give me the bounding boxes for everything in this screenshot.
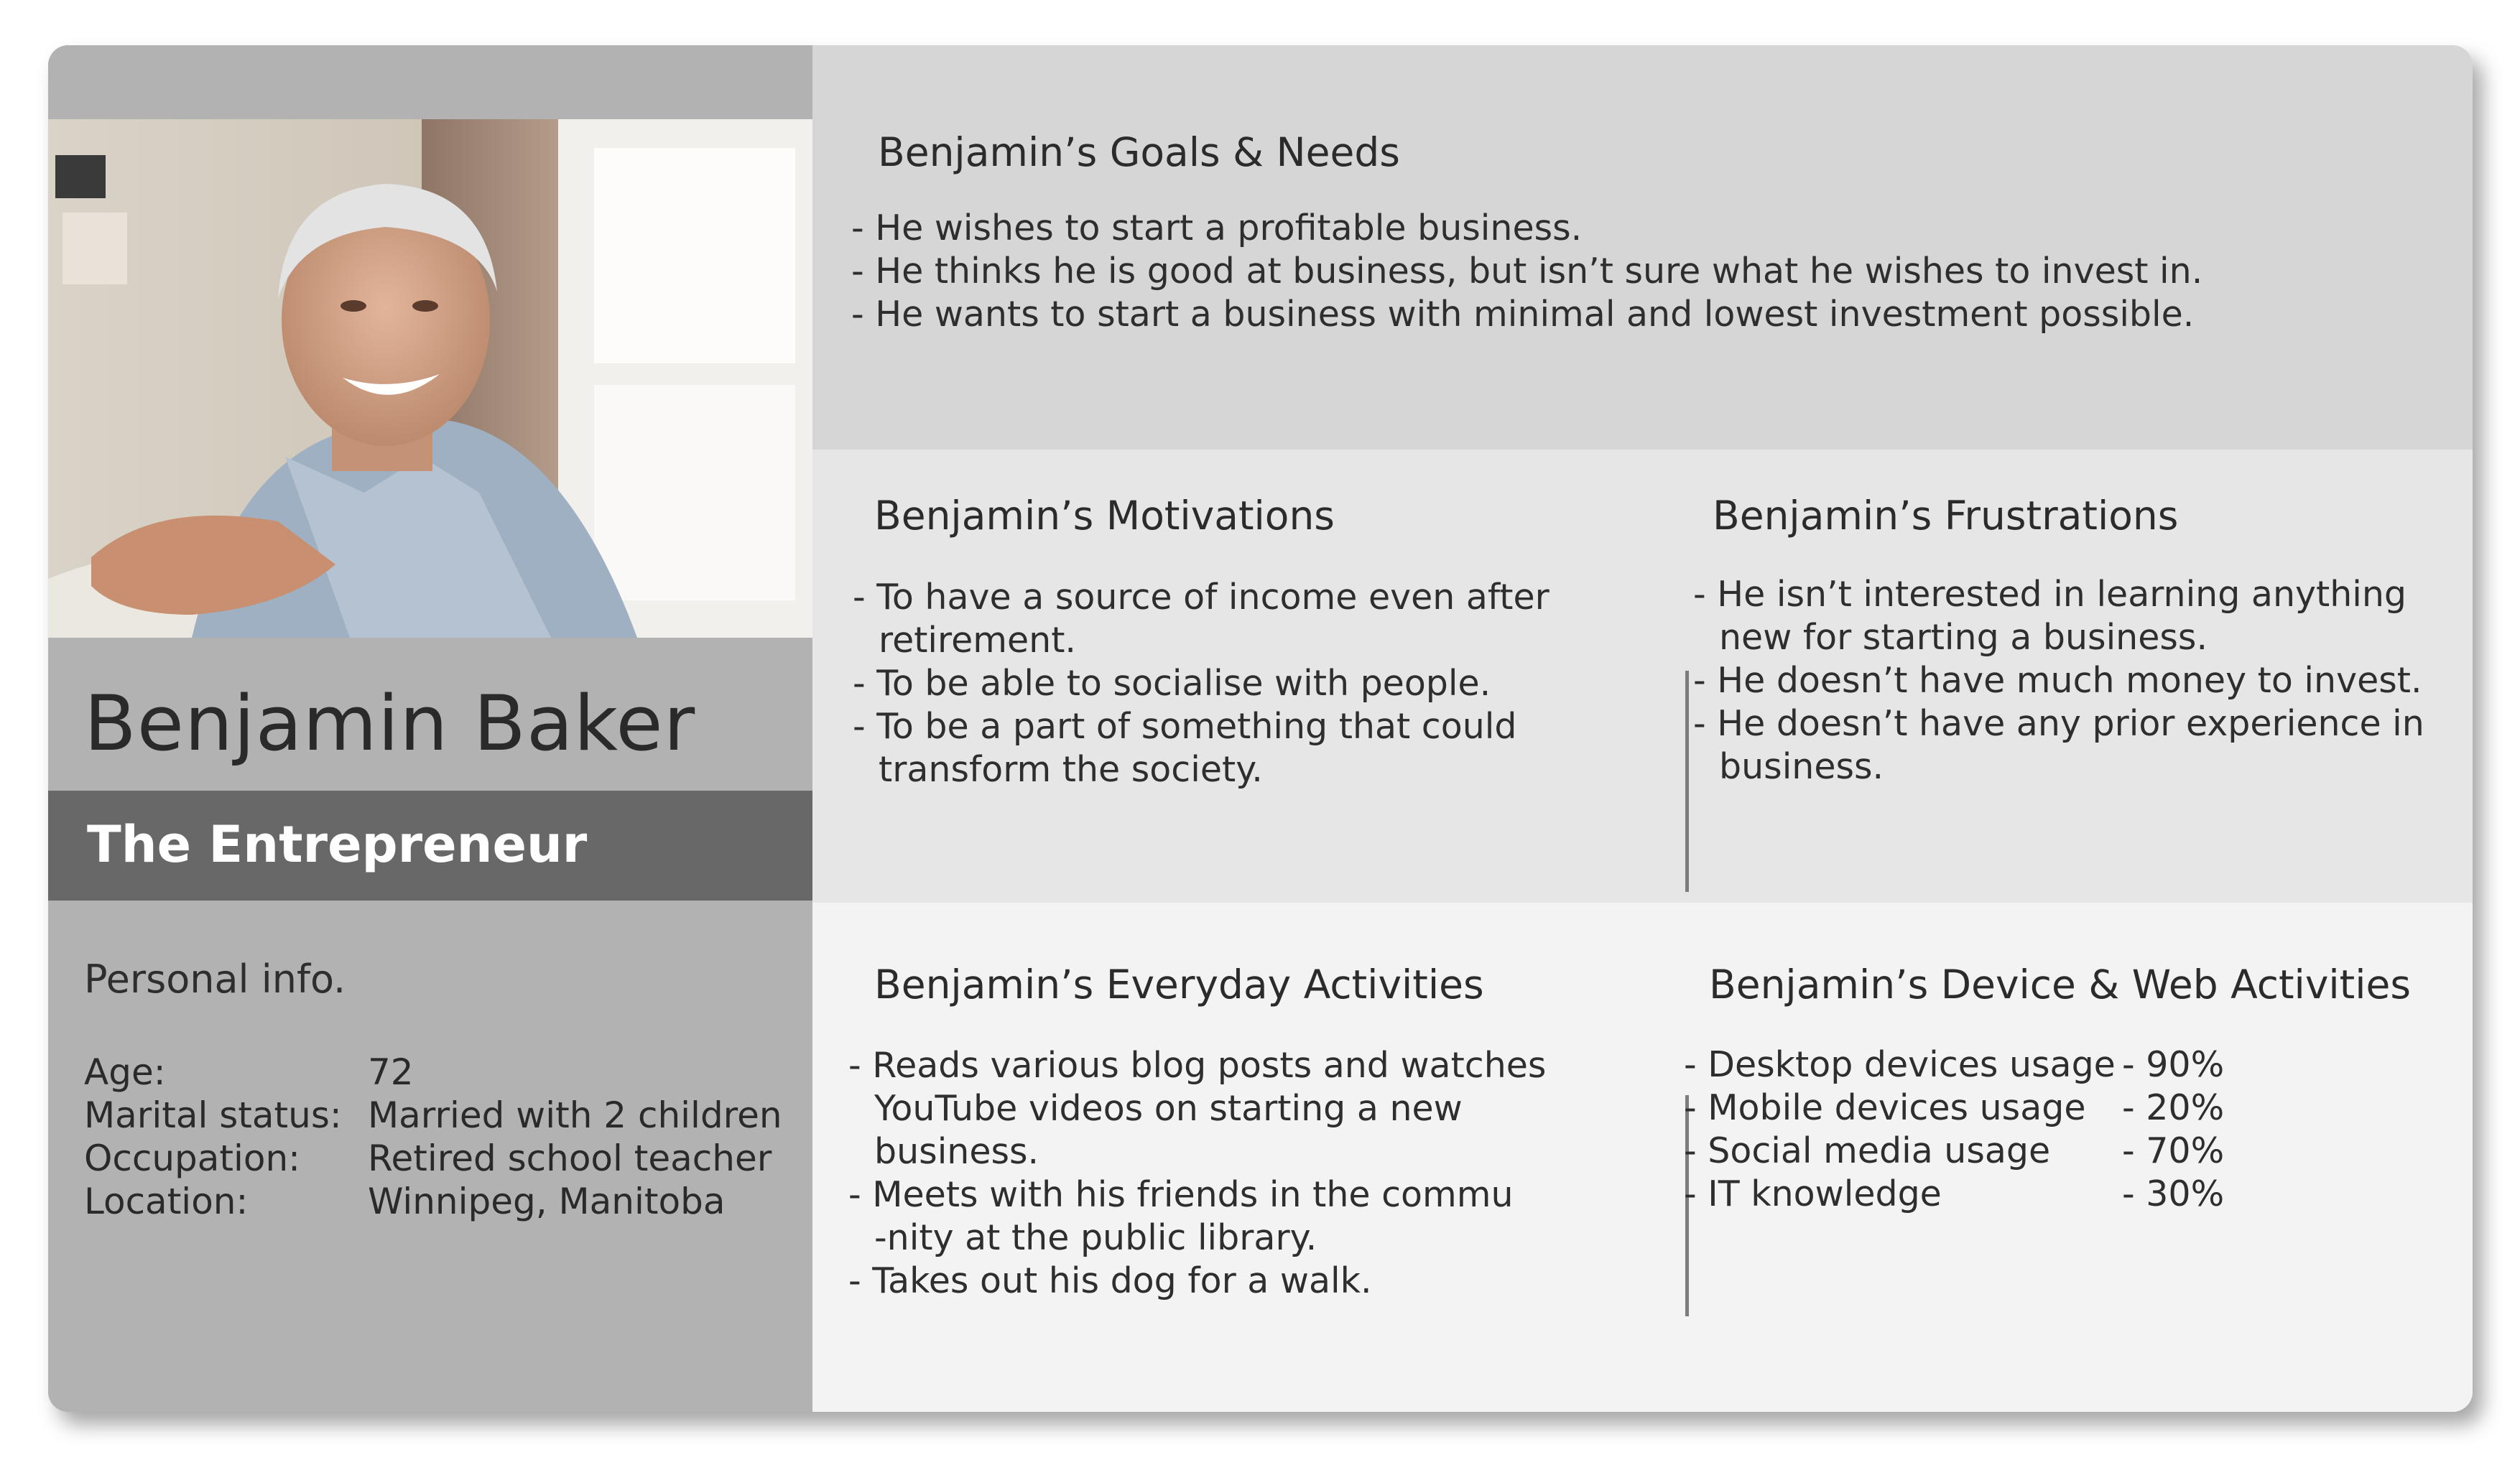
list-item: - Takes out his dog for a walk.: [848, 1260, 1372, 1301]
info-value: 72: [368, 1051, 414, 1093]
persona-role: The Entrepreneur: [87, 815, 588, 874]
list-item: business.: [874, 1131, 1039, 1172]
list-item: - Meets with his friends in the commu: [848, 1174, 1514, 1215]
device-value: - 70%: [2122, 1130, 2225, 1171]
list-item: - Reads various blog posts and watches: [848, 1045, 1547, 1086]
device-label: - Mobile devices usage: [1684, 1087, 2086, 1128]
device-label: - Social media usage: [1684, 1130, 2051, 1171]
goals-list: [851, 207, 2202, 336]
devices-title: Benjamin’s Device & Web Activities: [1709, 962, 2412, 1008]
info-value: Winnipeg, Manitoba: [368, 1181, 726, 1222]
name-band: [48, 638, 812, 791]
everyday-title: Benjamin’s Everyday Activities: [874, 962, 1484, 1008]
motivations-frustrations-section: [812, 450, 2473, 903]
list-item: - He doesn’t have any prior experience in: [1693, 703, 2424, 744]
info-value: Retired school teacher: [368, 1138, 772, 1179]
list-item: new for starting a business.: [1719, 617, 2208, 658]
persona-name: Benjamin Baker: [84, 679, 696, 768]
goals-title: Benjamin’s Goals & Needs: [878, 129, 1400, 175]
list-item: business.: [1719, 746, 1884, 787]
list-item: - He doesn’t have much money to invest.: [1693, 660, 2422, 701]
personal-info-title: Personal info.: [84, 957, 346, 1002]
frustrations-title: Benjamin’s Frustrations: [1713, 493, 2179, 539]
info-label: Age:: [84, 1051, 166, 1093]
list-item: YouTube videos on starting a new: [874, 1088, 1463, 1129]
personal-info-panel: [48, 901, 812, 1412]
device-value: - 20%: [2122, 1087, 2225, 1128]
info-label: Marital status:: [84, 1094, 342, 1136]
list-item: - He isn’t interested in learning anything: [1693, 574, 2407, 615]
list-item: - To be able to socialise with people.: [853, 663, 1491, 704]
persona-photo: [48, 119, 812, 638]
list-item: - He wants to start a business with minimal and lowest investment possible.: [851, 294, 2195, 335]
frustrations-list: [1693, 573, 2424, 789]
list-item: - He wishes to start a profitable business.: [851, 208, 1583, 248]
list-item: - To have a source of income even after: [853, 577, 1549, 618]
role-band: [48, 791, 812, 901]
motivations-list: [853, 576, 1549, 791]
list-item: - To be a part of something that could: [853, 706, 1517, 747]
device-label: - Desktop devices usage: [1684, 1044, 2116, 1085]
list-item: retirement.: [879, 620, 1076, 661]
info-value: Married with 2 children: [368, 1094, 782, 1136]
persona-card: [48, 45, 2473, 1412]
device-value: - 30%: [2122, 1173, 2225, 1214]
device-value: - 90%: [2122, 1044, 2225, 1085]
column-divider: [1685, 671, 1689, 892]
goals-section: [812, 45, 2473, 450]
motivations-title: Benjamin’s Motivations: [874, 493, 1335, 539]
info-label: Location:: [84, 1181, 249, 1222]
info-label: Occupation:: [84, 1138, 301, 1179]
list-item: -nity at the public library.: [874, 1217, 1317, 1258]
list-item: - He thinks he is good at business, but isn’t sure what he wishes to invest in.: [851, 251, 2203, 292]
list-item: transform the society.: [879, 749, 1263, 790]
everyday-list: [848, 1044, 1546, 1303]
device-label: - IT knowledge: [1684, 1173, 1942, 1214]
left-top-band: [48, 45, 812, 119]
activities-section: [812, 903, 2473, 1412]
